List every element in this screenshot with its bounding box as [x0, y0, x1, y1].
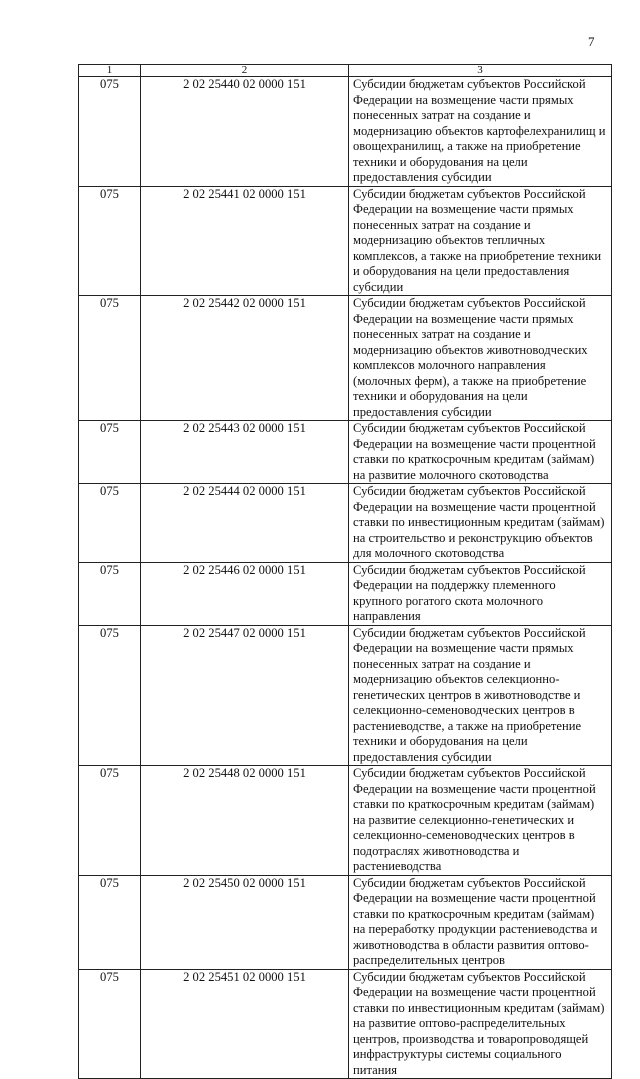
budget-code: 2 02 25442 02 0000 151 — [141, 296, 349, 421]
table-row — [79, 766, 612, 876]
admin-code: 075 — [79, 296, 141, 421]
description: Субсидии бюджетам субъектов Российской Федерации на возмещение части прямых понесенных затрат на создание и модернизацию объектов животноводческих комплексов молочного направления (молочных ферм), а также на приобретение техники и оборудования на цели предоставления субсидии — [349, 296, 612, 421]
table-row — [79, 296, 612, 421]
description: Субсидии бюджетам субъектов Российской Федерации на возмещение части прямых понесенных затрат на создание и модернизацию объектов тепличных комплексов, а также на приобретение техники и оборудования на цели предоставления субсидии — [349, 186, 612, 296]
description: Субсидии бюджетам субъектов Российской Федерации на возмещение части процентной ставки по краткосрочным кредитам (займам) на развитие молочного скотоводства — [349, 421, 612, 484]
table-row — [79, 562, 612, 625]
budget-code: 2 02 25451 02 0000 151 — [141, 969, 349, 1079]
admin-code: 075 — [79, 766, 141, 876]
description: Субсидии бюджетам субъектов Российской Федерации на возмещение части прямых понесенных затрат на создание и модернизацию объектов селекционно-генетических центров в животноводстве и селекционно-семеноводческих центров в растениеводстве, а также на приобретение техники и оборудования на цели предоставления субсидии — [349, 625, 612, 766]
budget-code: 2 02 25450 02 0000 151 — [141, 875, 349, 969]
admin-code: 075 — [79, 421, 141, 484]
admin-code: 075 — [79, 562, 141, 625]
budget-code: 2 02 25440 02 0000 151 — [141, 77, 349, 187]
admin-code: 075 — [79, 625, 141, 766]
description: Субсидии бюджетам субъектов Российской Федерации на поддержку племенного крупного рогатого скота молочного направления — [349, 562, 612, 625]
column-header-3: 3 — [349, 65, 612, 77]
table-row — [79, 484, 612, 563]
description: Субсидии бюджетам субъектов Российской Федерации на возмещение части процентной ставки по инвестиционным кредитам (займам) на развитие оптово-распределительных центров, производства и товаропроводящей инфраструктуры системы социального питания — [349, 969, 612, 1079]
page-number: 7 — [588, 34, 595, 49]
budget-code: 2 02 25447 02 0000 151 — [141, 625, 349, 766]
budget-code: 2 02 25441 02 0000 151 — [141, 186, 349, 296]
description: Субсидии бюджетам субъектов Российской Федерации на возмещение части процентной ставки по краткосрочным кредитам (займам) на переработку продукции растениеводства и животноводства в области развития оптово-распределительных центров — [349, 875, 612, 969]
admin-code: 075 — [79, 969, 141, 1079]
budget-code: 2 02 25446 02 0000 151 — [141, 562, 349, 625]
table-row — [79, 186, 612, 296]
description: Субсидии бюджетам субъектов Российской Федерации на возмещение части прямых понесенных затрат на создание и модернизацию объектов картофелехранилищ и овощехранилищ, а также на приобретение техники и оборудования на цели предоставления субсидии — [349, 77, 612, 187]
column-header-1: 1 — [79, 65, 141, 77]
table-row — [79, 875, 612, 969]
description: Субсидии бюджетам субъектов Российской Федерации на возмещение части процентной ставки по краткосрочным кредитам (займам) на развитие селекционно-генетических и селекционно-семеноводческих центров в подотраслях животноводства и растениеводства — [349, 766, 612, 876]
admin-code: 075 — [79, 484, 141, 563]
table-row — [79, 625, 612, 766]
table-row — [79, 969, 612, 1079]
budget-code: 2 02 25448 02 0000 151 — [141, 766, 349, 876]
column-header-2: 2 — [141, 65, 349, 77]
budget-code: 2 02 25443 02 0000 151 — [141, 421, 349, 484]
table-row — [79, 77, 612, 187]
admin-code: 075 — [79, 77, 141, 187]
budget-code: 2 02 25444 02 0000 151 — [141, 484, 349, 563]
table-row — [79, 421, 612, 484]
table-header-row — [79, 65, 612, 77]
admin-code: 075 — [79, 875, 141, 969]
budget-classification-table — [78, 64, 612, 1079]
admin-code: 075 — [79, 186, 141, 296]
description: Субсидии бюджетам субъектов Российской Федерации на возмещение части процентной ставки по инвестиционным кредитам (займам) на строительство и реконструкцию объектов для молочного скотоводства — [349, 484, 612, 563]
